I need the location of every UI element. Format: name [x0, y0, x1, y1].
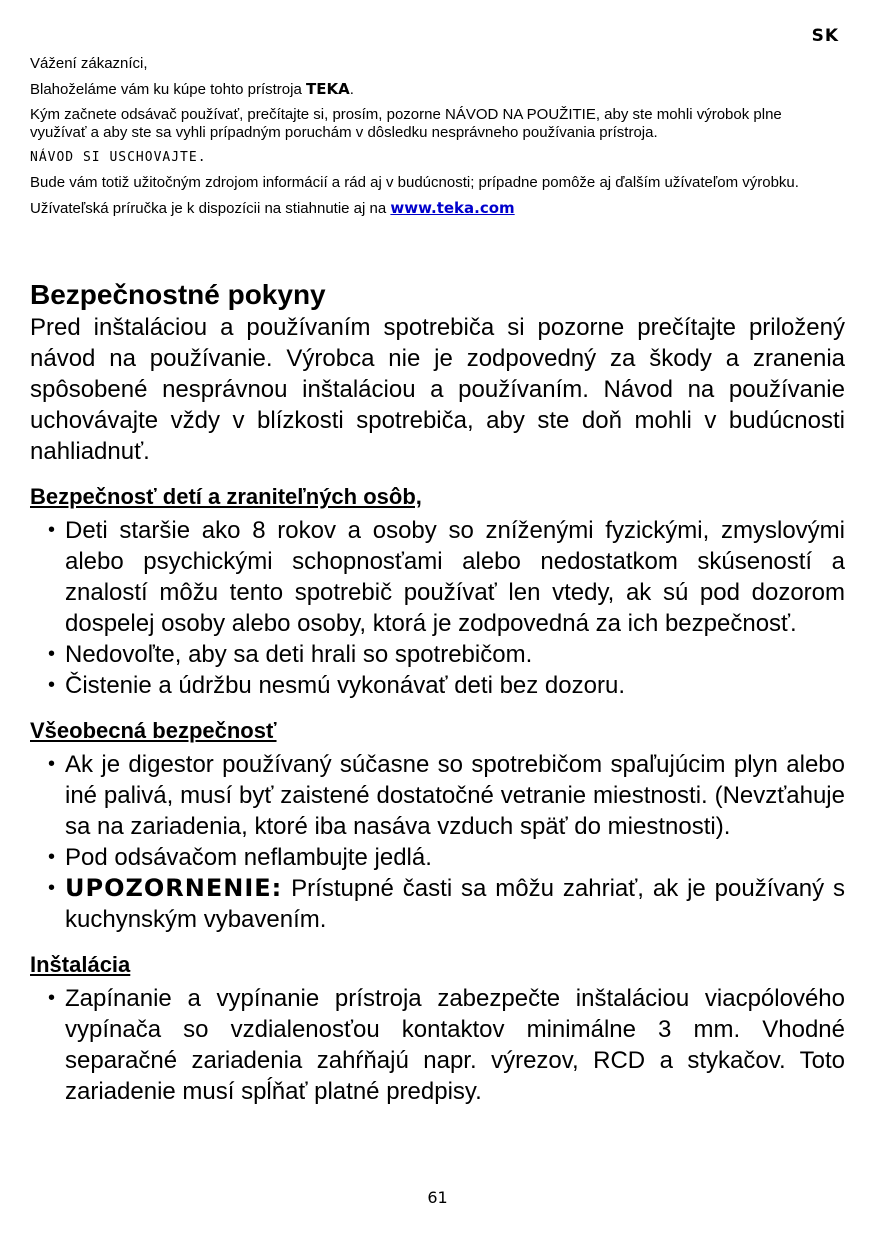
- congrats-text: Blahoželáme vám ku kúpe tohto prístroja: [30, 81, 302, 98]
- main-content: [30, 278, 845, 1107]
- children-safety-list: [30, 515, 845, 701]
- warning-text: Prístupné časti sa môžu zahriať, ak je používaný s kuchynským vybavením.: [65, 875, 845, 933]
- installation-list: [30, 983, 845, 1107]
- congrats-end: .: [349, 81, 354, 98]
- instructions-text: Kým začnete odsávač používať, prečítajte si, prosím, pozorne NÁVOD NA POUŽITIE, aby ste mohli výrobok plne využívať a aby ste sa vyhli prípadným poruchám v dôsledku nesprávneho používania prístroja.: [30, 106, 782, 141]
- safety-title: Bezpečnostné pokyny: [30, 279, 326, 310]
- list-item: • Pod odsávačom neflambujte jedlá.: [30, 842, 845, 873]
- list-item: • Čistenie a údržbu nesmú vykonávať deti bez dozoru.: [30, 670, 845, 701]
- installation-heading: Inštalácia: [30, 952, 131, 977]
- warning-label: UPOZORNENIE:: [65, 874, 283, 902]
- warning-item: [30, 873, 845, 935]
- greeting: Vážení zákazníci,: [30, 55, 148, 72]
- brand-name: TEKA: [305, 80, 350, 98]
- children-safety-heading: Bezpečnosť detí a zraniteľných osôb,: [30, 484, 422, 509]
- list-item: • Nedovoľte, aby sa deti hrali so spotrebičom.: [30, 639, 845, 670]
- website-link[interactable]: www.teka.com: [390, 199, 515, 217]
- page-number: 61: [427, 1188, 448, 1207]
- congrats-line: [30, 80, 820, 99]
- list-item: • Ak je digestor používaný súčasne so spotrebičom spaľujúcim plyn alebo iné palivá, musí byť zaistené dostatočné vetranie miestnosti. (Nevzťahuje sa na zariadenia, ktoré iba nasáva vzduch späť do miestnosti).: [30, 749, 845, 842]
- general-safety-heading: Všeobecná bezpečnosť: [30, 718, 277, 743]
- download-line: [30, 199, 820, 218]
- intro: [30, 55, 820, 225]
- download-text: Užívateľská príručka je k dispozícii na stiahnutie aj na: [30, 200, 387, 217]
- keep-manual-note: NÁVOD SI USCHOVAJTE.: [30, 150, 207, 165]
- general-safety-list: [30, 749, 845, 935]
- list-item: • Deti staršie ako 8 rokov a osoby so zníženými fyzickými, zmyslovými alebo psychickými schopnosťami alebo nedostatkom skúseností a znalostí môžu tento spotrebič používať len vtedy, ak sú pod dozorom dospelej osoby alebo osoby, ktorá je zodpovedná za ich bezpečnosť.: [30, 515, 845, 639]
- useful-text: Bude vám totiž užitočným zdrojom informácií a rád aj v budúcnosti; prípadne pomôže aj ďalším užívateľom výrobku.: [30, 174, 799, 191]
- safety-lead: Pred inštaláciou a používaním spotrebiča si pozorne prečítajte priložený návod na používanie. Výrobca nie je zodpovedný za škody a zranenia spôsobené nesprávnou inštaláciou a používaním. Návod na používanie uchovávajte vždy v blízkosti spotrebiča, aby ste doň mohli v budúcnosti nahliadnuť.: [30, 314, 845, 465]
- list-item: • Zapínanie a vypínanie prístroja zabezpečte inštaláciou viacpólového vypínača so vzdialenosťou kontaktov minimálne 3 mm. Vhodné separačné zariadenia zahŕňajú napr. výrezov, RCD a stykačov. Toto zariadenie musí spĺňať platné predpisy.: [30, 983, 845, 1107]
- language-code: SK: [811, 26, 839, 46]
